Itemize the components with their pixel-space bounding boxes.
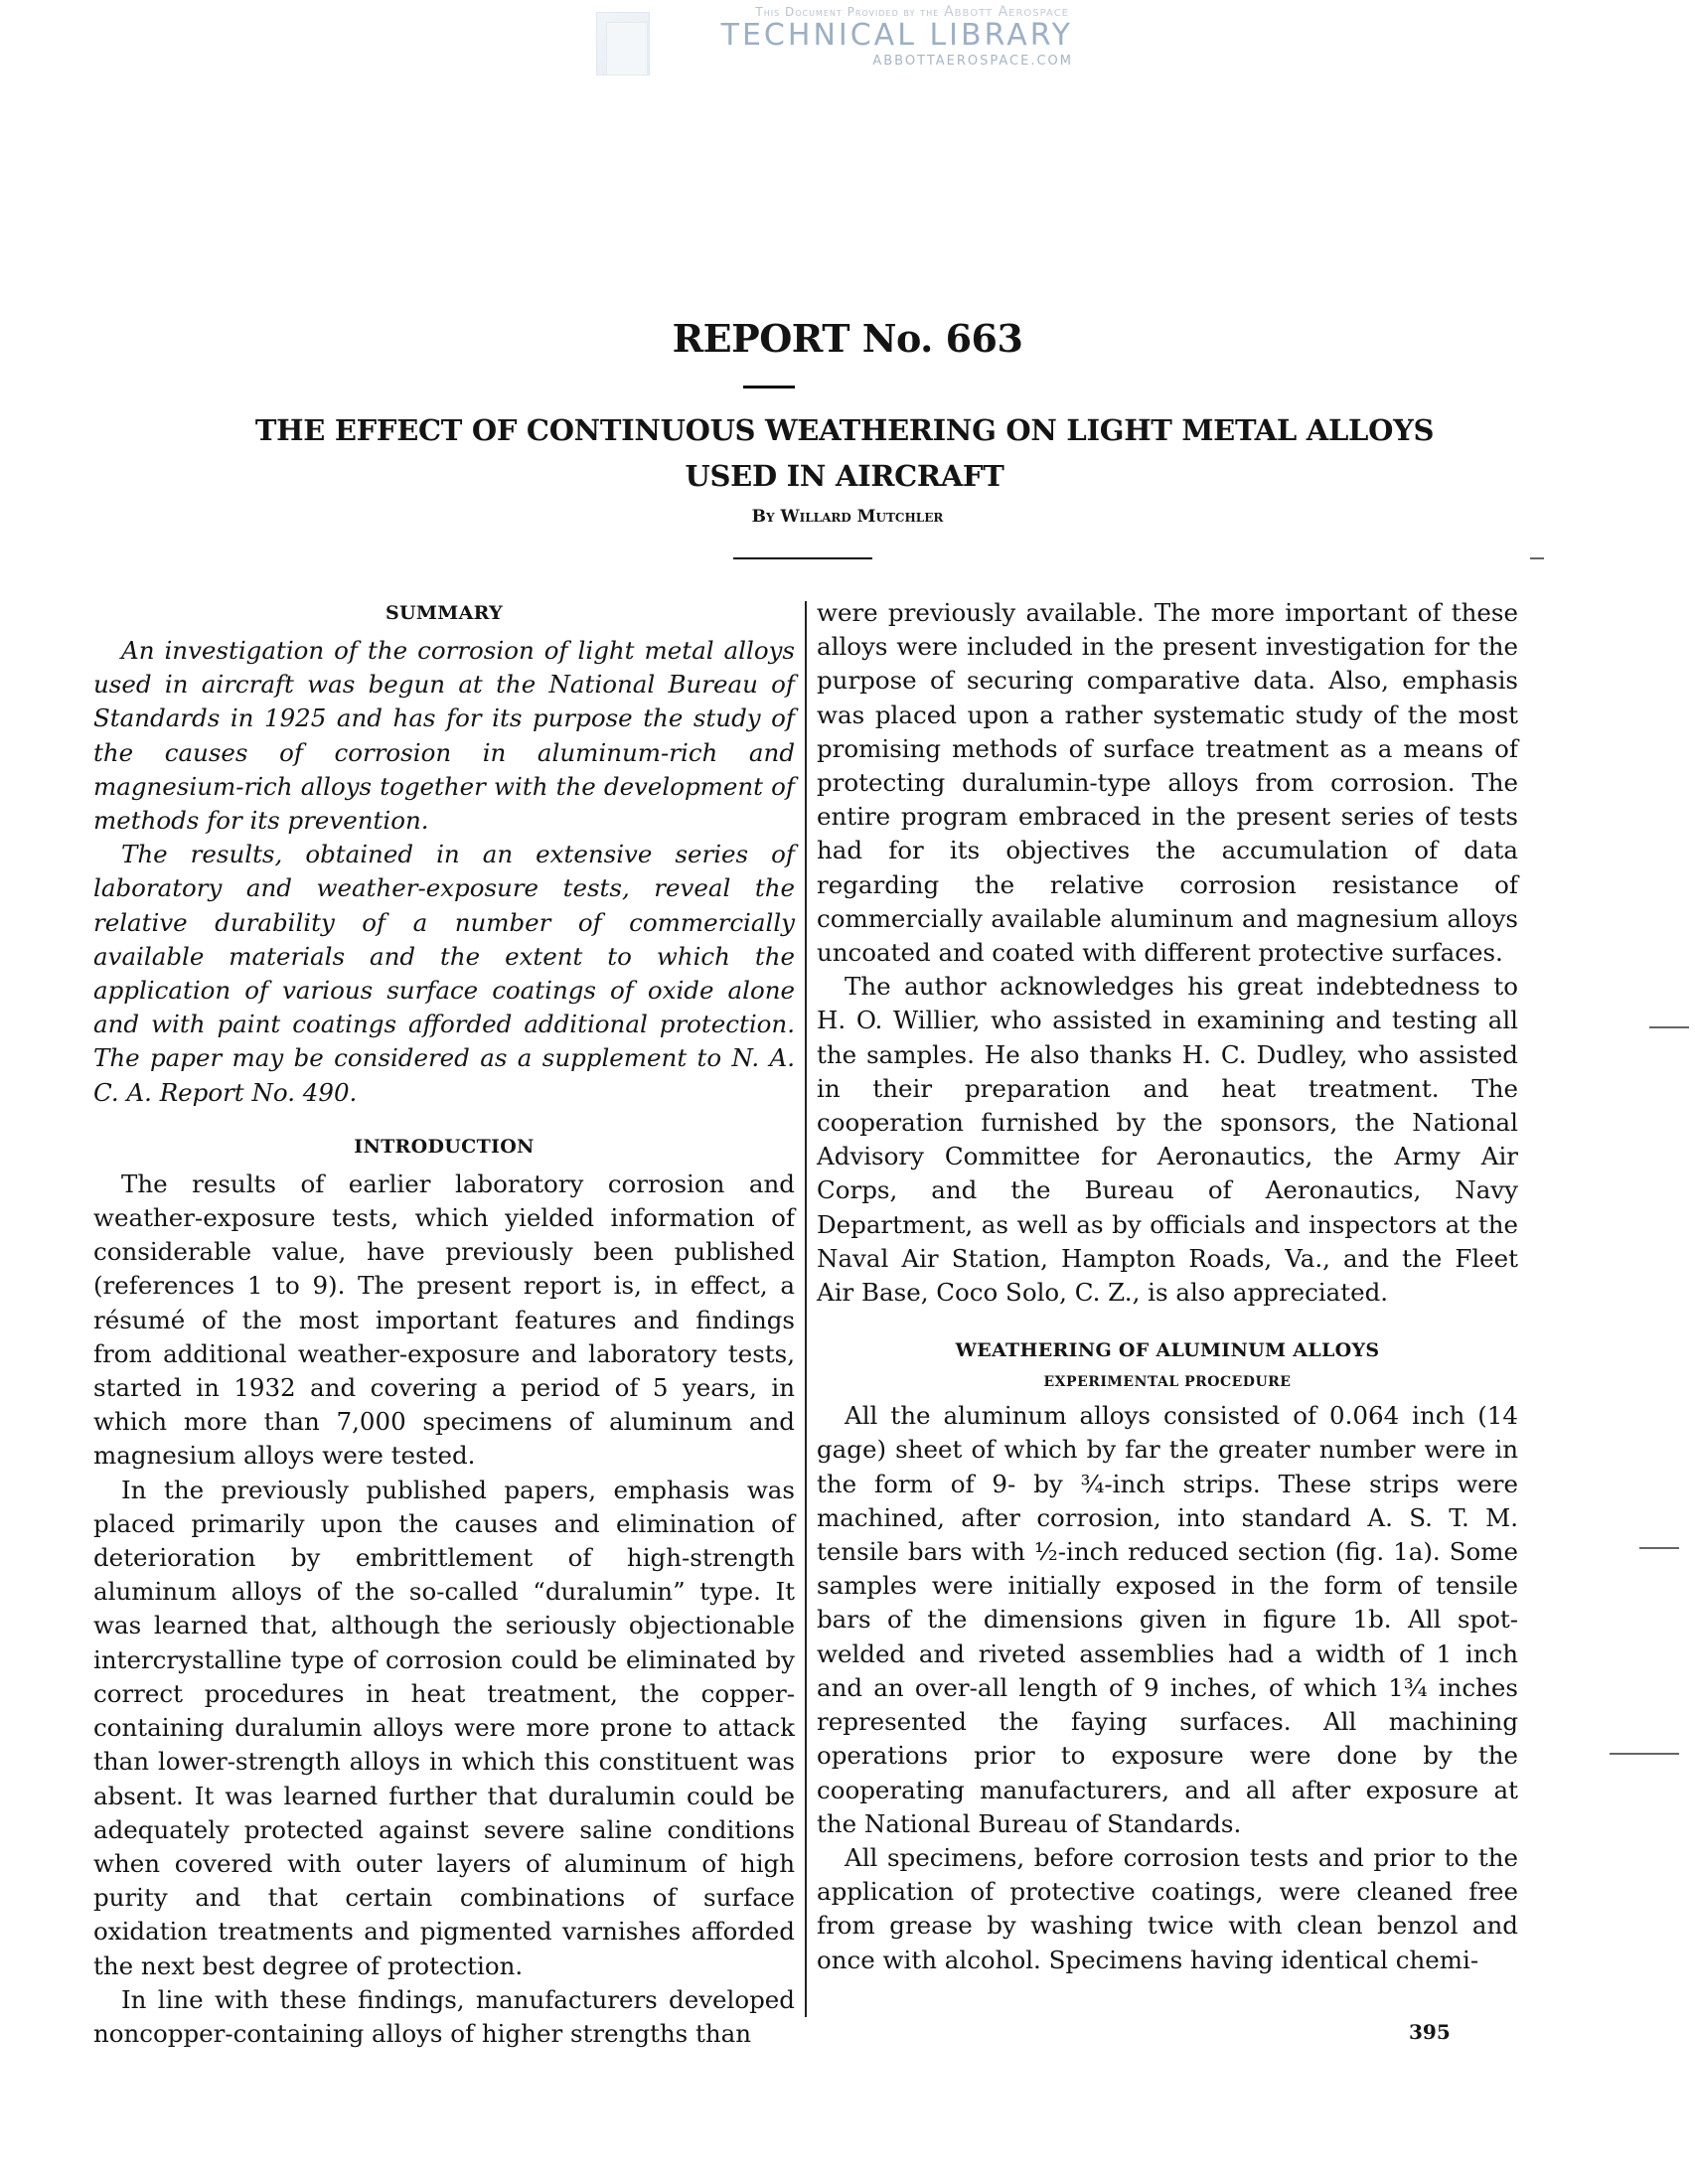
- watermark: [596, 4, 1073, 76]
- report-number: REPORT No. 663: [672, 316, 1023, 361]
- right-column: [817, 596, 1518, 1977]
- left-column: [93, 596, 795, 2051]
- scan-mark: [1610, 1753, 1679, 1755]
- watermark-brand: Abbott Aerospace: [944, 4, 1069, 20]
- introduction-paragraph-3: In line with these findings, manufacturers developed noncopper-containing alloys of higher strengths than: [93, 1984, 795, 2048]
- watermark-library: TECHNICAL LIBRARY: [720, 18, 1073, 53]
- summary-paragraph-1: An investigation of the corrosion of light metal alloys used in aircraft was begun at the National Bureau of Standards in 1925 and has for its purpose the study of the causes of corrosion in aluminum-rich and magnesium-rich alloys together with the development of methods for its prevention.: [93, 636, 795, 836]
- weathering-heading: WEATHERING OF ALUMINUM ALLOYS: [955, 1339, 1380, 1362]
- page-number: 395: [1409, 2020, 1451, 2044]
- experimental-procedure-subheading: EXPERIMENTAL PROCEDURE: [1043, 1374, 1292, 1391]
- title-divider: [743, 386, 795, 389]
- summary-paragraph-2: The results, obtained in an extensive series of laboratory and weather-exposure tests, reveal the relative durability of a number of commercially available materials and the extent to which the application of various surface coatings of oxide alone and with paint coatings afforded additional protection. The paper may be considered as a supplement to N. A. C. A. Report No. 490.: [93, 840, 795, 1107]
- introduction-paragraph-2: In the previously published papers, emphasis was placed primarily upon the causes and elimination of deterioration by embrittlement of high-strength aluminum alloys of the so-called “duralumin” type. It was learned that, although the seriously objectionable intercrystalline type of corrosion could be eliminated by correct procedures in heat treatment, the copper-containing duralumin alloys were more prone to attack than lower-strength alloys in which this constituent was absent. It was learned further that duralumin could be adequately protected against severe saline conditions when covered with outer layers of aluminum of high purity and that certain combinations of surface oxidation treatments and pigmented varnishes afforded the next best degree of protection.: [93, 1475, 795, 1980]
- introduction-heading: INTRODUCTION: [354, 1135, 535, 1158]
- byline-divider: [733, 557, 872, 559]
- introduction-paragraph-1: The results of earlier laboratory corrosion and weather-exposure tests, which yielded information of considerable value, have previously been published (references 1 to 9). The present report is, in effect, a résumé of the most important features and findings from additional weather-exposure and laboratory tests, started in 1932 and covering a period of 5 years, in which more than 7,000 specimens of aluminum and magnesium alloys were tested.: [93, 1169, 795, 1471]
- report-title: [99, 407, 1590, 499]
- introduction-continued: were previously available. The more important of these alloys were included in the present investigation for the purpose of securing comparative data. Also, emphasis was placed upon a rather systematic study of the most promising methods of surface treatment as a means of protecting duralumin-type alloys from corrosion. The entire program embraced in the present series of tests had for its objectives the accumulation of data regarding the relative corrosion resistance of commercially available aluminum and magnesium alloys uncoated and coated with different protective surfaces.: [817, 598, 1518, 968]
- title-line-1: THE EFFECT OF CONTINUOUS WEATHERING ON LIGHT METAL ALLOYS: [254, 413, 1435, 447]
- watermark-url: ABBOTTAEROSPACE.COM: [872, 54, 1073, 69]
- summary-heading: SUMMARY: [385, 602, 503, 624]
- acknowledgment-paragraph: The author acknowledges his great indebtedness to H. O. Willier, who assisted in examining and testing all the samples. He also thanks H. C. Dudley, who assisted in their preparation and heat treatment. The cooperation furnished by the sponsors, the National Advisory Committee for Aeronautics, the Army Air Corps, and the Bureau of Aeronautics, Navy Department, as well as by officials and inspectors at the Naval Air Station, Hampton Roads, Va., and the Fleet Air Base, Coco Solo, C. Z., is also appreciated.: [817, 972, 1518, 1308]
- scan-mark: [1530, 557, 1544, 559]
- author-byline: By Willard Mutchler: [751, 507, 944, 527]
- scan-mark: [1649, 1026, 1689, 1028]
- column-divider: [805, 601, 807, 2017]
- scan-mark: [1639, 1547, 1679, 1549]
- weathering-paragraph-1: All the aluminum alloys consisted of 0.064 inch (14 gage) sheet of which by far the greater number were in the form of 9- by ¾-inch strips. These strips were machined, after corrosion, into standard A. S. T. M. tensile bars with ½-inch reduced section (fig. 1a). Some samples were initially exposed in the form of tensile bars of the dimensions given in figure 1b. All spot-welded and riveted assemblies had a width of 1 inch and an over-all length of 9 inches, of which 1¾ inches represented the faying surfaces. All machining operations prior to exposure were done by the cooperating manufacturers, and all after exposure at the National Bureau of Standards.: [817, 1401, 1518, 1838]
- title-line-2: USED IN AIRCRAFT: [685, 459, 1004, 493]
- watermark-prefix: This Document Provided by the: [755, 5, 940, 19]
- weathering-paragraph-2: All specimens, before corrosion tests and prior to the application of protective coatings, were cleaned free from grease by washing twice with clean benzol and once with alcohol. Specimens having identical chemi-: [817, 1842, 1518, 1974]
